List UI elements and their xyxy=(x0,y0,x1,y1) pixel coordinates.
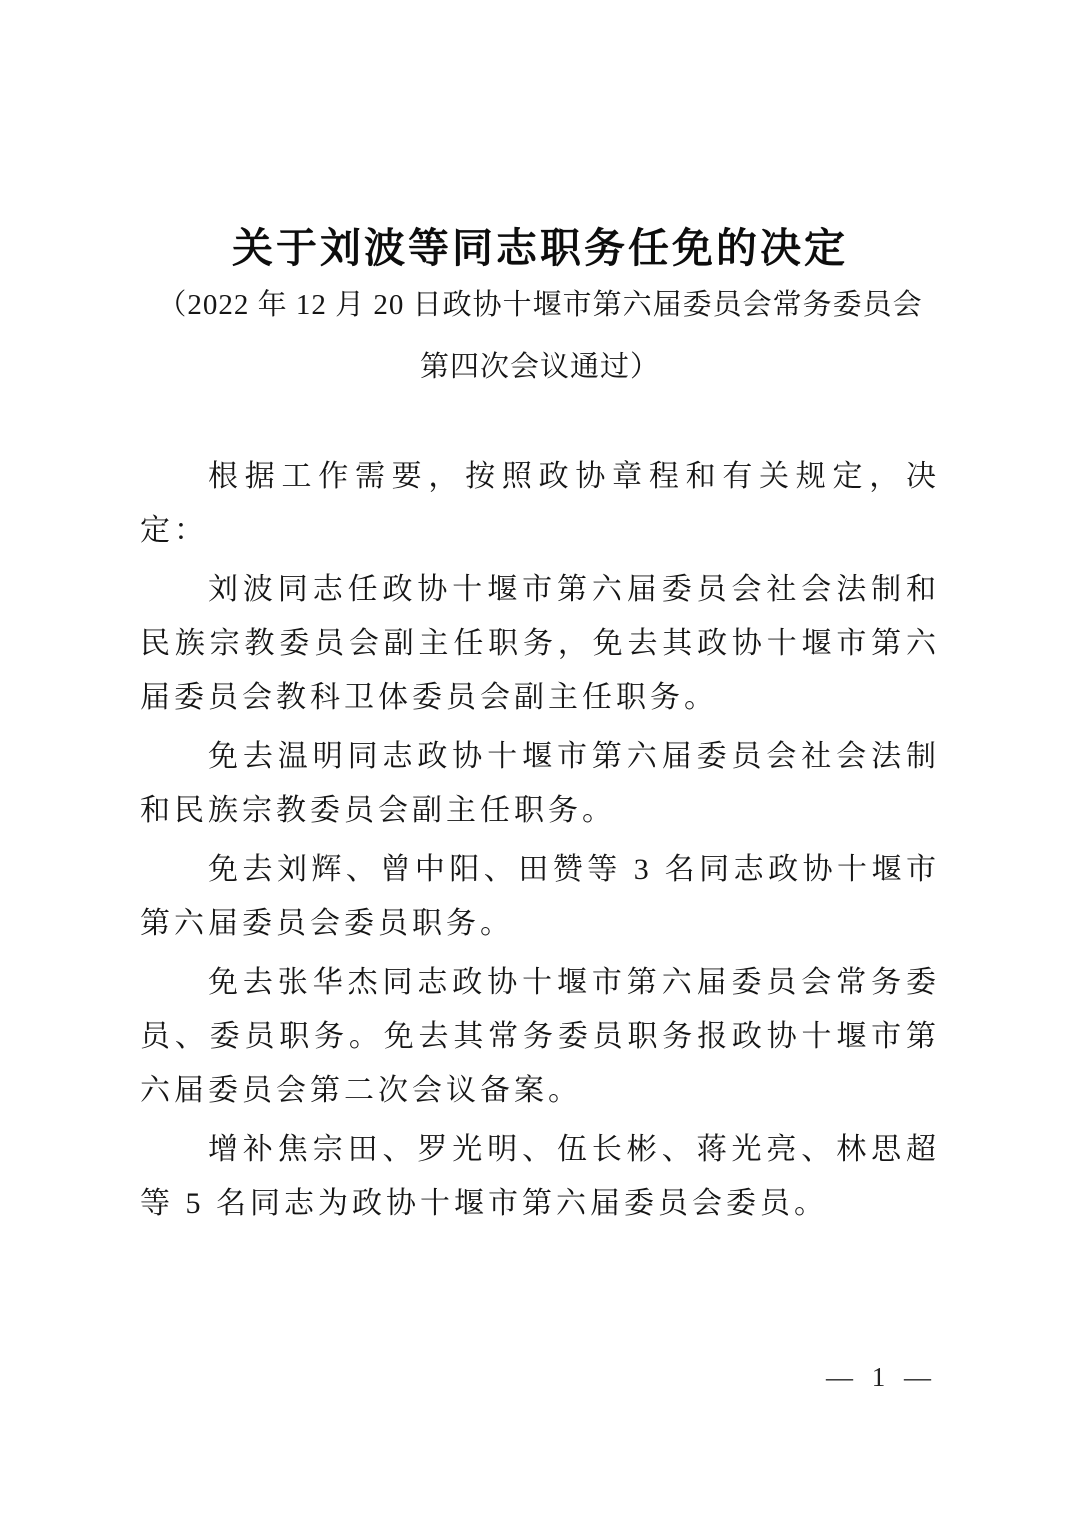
paragraph-removal-three-members: 免去刘辉、曾中阳、田赞等 3 名同志政协十堰市第六届委员会委员职务。 xyxy=(140,853,940,940)
document-body xyxy=(140,450,940,1231)
document-subtitle-line1: （2022 年 12 月 20 日政协十堰市第六届委员会常务委员会 xyxy=(157,289,923,321)
paragraph-appointment-liubo: 刘波同志任政协十堰市第六届委员会社会法制和民族宗教委员会副主任职务，免去其政协十堰市第六届委员会教科卫体委员会副主任职务。 xyxy=(140,573,940,714)
paragraph-removal-wenming: 免去温明同志政协十堰市第六届委员会社会法制和民族宗教委员会副主任职务。 xyxy=(140,740,940,827)
page-number: — 1 — xyxy=(826,1362,937,1392)
paragraph-addition-five-members: 增补焦宗田、罗光明、伍长彬、蒋光亮、林思超等 5 名同志为政协十堰市第六届委员会委员。 xyxy=(140,1133,940,1220)
paragraph-removal-zhanghuajie: 免去张华杰同志政协十堰市第六届委员会常务委员、委员职务。免去其常务委员职务报政协十堰市第六届委员会第二次会议备案。 xyxy=(140,966,940,1107)
document-title: 关于刘波等同志职务任免的决定 xyxy=(232,225,848,271)
document-subtitle-line2: 第四次会议通过） xyxy=(419,351,660,383)
paragraph-intro: 根据工作需要，按照政协章程和有关规定，决定： xyxy=(140,460,940,547)
